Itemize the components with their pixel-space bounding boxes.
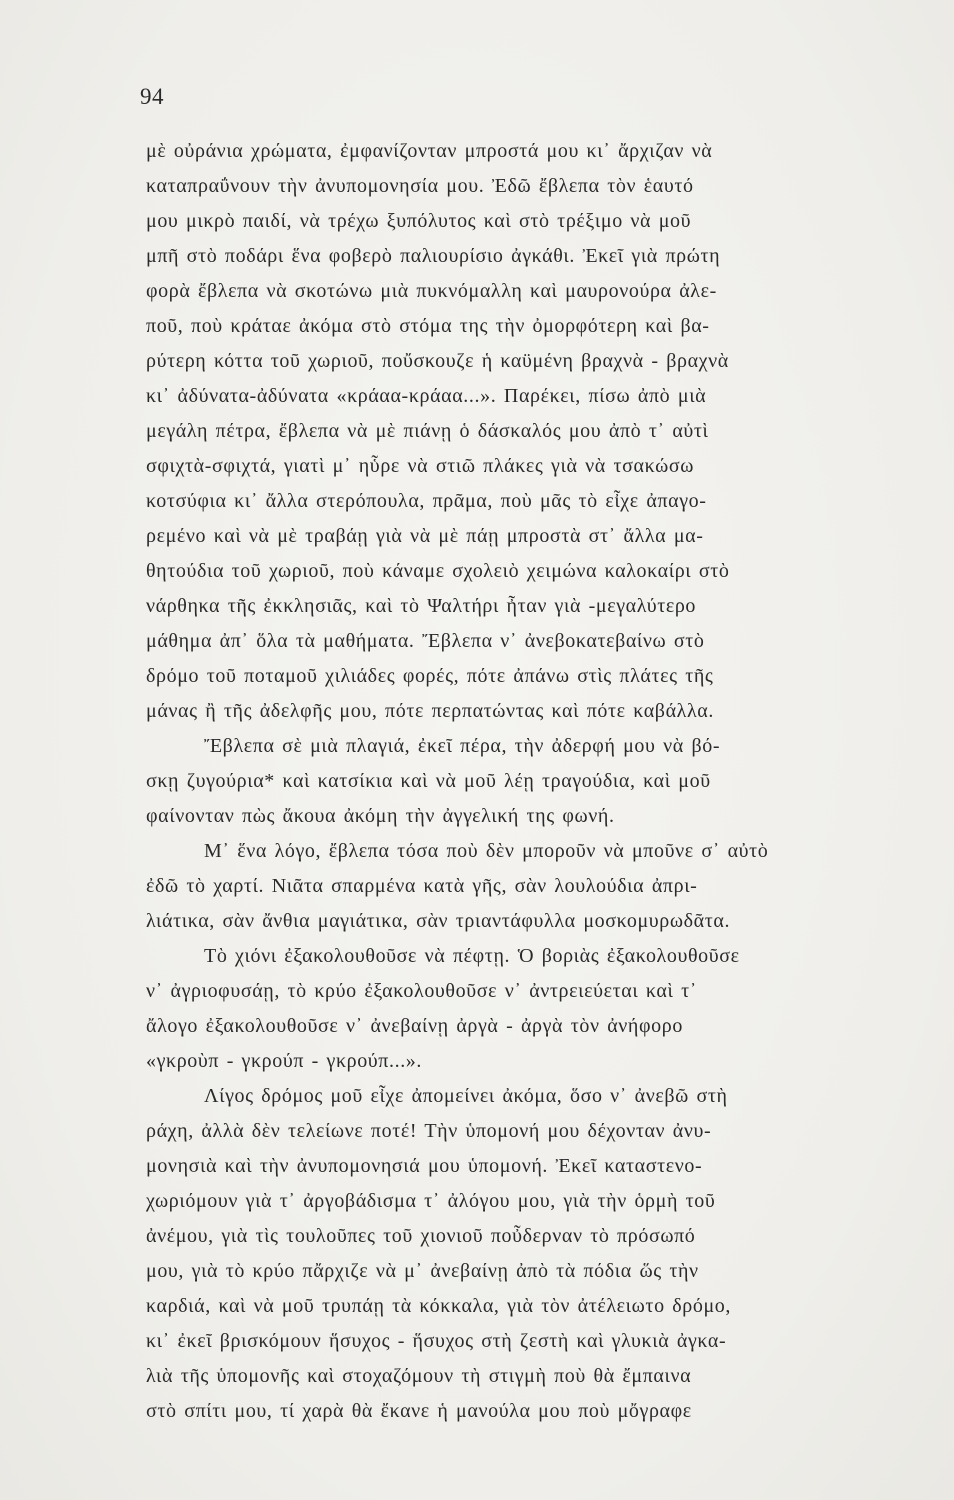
text-line: λιάτικα, σὰν ἄνθια μαγιάτικα, σὰν τριαντάφυλλα μοσκομυρωδᾶτα. bbox=[146, 910, 731, 932]
text-line: μονησιὰ καὶ τὴν ἀνυπομονησιά μου ὑπομονή. Ἐκεῖ καταστενο- bbox=[146, 1155, 703, 1177]
text-line: ν᾿ ἀγριοφυσάῃ, τὸ κρύο ἐξακολουθοῦσε ν᾿ ἀντρειεύεται καὶ τ᾿ bbox=[146, 980, 697, 1002]
text-line: θητούδια τοῦ χωριοῦ, ποὺ κάναμε σχολειὸ χειμώνα καλοκαίρι στὸ bbox=[146, 560, 730, 582]
text-line: μεγάλη πέτρα, ἔβλεπα νὰ μὲ πιάνῃ ὁ δάσκαλός μου ἀπὸ τ᾿ αὐτὶ bbox=[146, 420, 709, 442]
text-line: μπῆ στὸ ποδάρι ἕνα φοβερὸ παλιουρίσιο ἀγκάθι. Ἐκεῖ γιὰ πρώτη bbox=[146, 245, 721, 267]
text-line: στὸ σπίτι μου, τί χαρὰ θὰ ἔκανε ἡ μανούλα μου ποὺ μὄγραφε bbox=[146, 1400, 692, 1422]
text-line: κοτσύφια κι᾿ ἄλλα στερόπουλα, πρᾶμα, ποὺ μᾶς τὸ εἶχε ἀπαγο- bbox=[146, 490, 707, 512]
text-line: μάθημα ἀπ᾿ ὅλα τὰ μαθήματα. Ἔβλεπα ν᾿ ἀνεβοκατεβαίνω στὸ bbox=[146, 630, 705, 652]
text-line: ρεμένο καὶ νὰ μὲ τραβάῃ γιὰ νὰ μὲ πάῃ μπροστὰ στ᾿ ἄλλα μα- bbox=[146, 525, 704, 547]
text-line: καρδιά, καὶ νὰ μοῦ τρυπάῃ τὰ κόκκαλα, γιὰ τὸν ἀτέλειωτο δρόμο, bbox=[146, 1295, 731, 1317]
text-line: ἄλογο ἐξακολουθοῦσε ν᾿ ἀνεβαίνῃ ἀργὰ - ἀργὰ τὸν ἀνήφορο bbox=[146, 1015, 683, 1037]
text-line: μὲ οὐράνια χρώματα, ἐμφανίζονταν μπροστά μου κι᾿ ἄρχιζαν νὰ bbox=[146, 140, 713, 162]
text-line: κι᾿ ἀδύνατα-ἀδύνατα «κράαα-κράαα...». Παρέκει, πίσω ἀπὸ μιὰ bbox=[146, 385, 707, 407]
text-line: μου, γιὰ τὸ κρύο πἄρχιζε νὰ μ᾿ ἀνεβαίνῃ ἀπὸ τὰ πόδια ὥς τὴν bbox=[146, 1260, 699, 1282]
text-line: ἀνέμου, γιὰ τὶς τουλοῦπες τοῦ χιονιοῦ ποὖδερναν τὸ πρόσωπό bbox=[146, 1225, 696, 1247]
text-line: ράχη, ἀλλὰ δὲν τελείωνε ποτέ! Τὴν ὑπομονή μου δέχονταν ἀνυ- bbox=[146, 1120, 712, 1142]
text-line: καταπραΰνουν τὴν ἀνυπομονησία μου. Ἐδῶ ἔβλεπα τὸν ἑαυτό bbox=[146, 175, 694, 197]
text-line: μου μικρὸ παιδί, νὰ τρέχω ξυπόλυτος καὶ στὸ τρέξιμο νὰ μοῦ bbox=[146, 210, 692, 232]
text-line: κι᾿ ἐκεῖ βρισκόμουν ἥσυχος - ἥσυχος στὴ ζεστὴ καὶ γλυκιὰ ἀγκα- bbox=[146, 1330, 727, 1352]
paragraph-start-line: Λίγος δρόμος μοῦ εἶχε ἀπομείνει ἀκόμα, ὅσο ν᾿ ἀνεβῶ στὴ bbox=[204, 1085, 728, 1107]
text-line: σφιχτὰ-σφιχτά, γιατὶ μ᾿ ηὗρε νὰ στιῶ πλάκες γιὰ νὰ τσακώσω bbox=[146, 455, 694, 477]
text-line: δρόμο τοῦ ποταμοῦ χιλιάδες φορές, πότε ἀπάνω στὶς πλάτες τῆς bbox=[146, 665, 714, 687]
text-line: νάρθηκα τῆς ἐκκλησιᾶς, καὶ τὸ Ψαλτήρι ἦταν γιὰ -μεγαλύτερο bbox=[146, 595, 697, 617]
paragraph-start-line: Τὸ χιόνι ἐξακολουθοῦσε νὰ πέφτῃ. Ὁ βοριὰς ἐξακολουθοῦσε bbox=[204, 945, 740, 967]
text-line: «γκροὺπ - γκρούπ - γκρούπ...». bbox=[146, 1050, 423, 1072]
text-line: ρύτερη κόττα τοῦ χωριοῦ, ποὔσκουζε ἡ καϋμένη βραχνὰ - βραχνὰ bbox=[146, 350, 729, 372]
text-line: χωριόμουν γιὰ τ᾿ ἀργοβάδισμα τ᾿ ἀλόγου μου, γιὰ τὴν ὁρμὴ τοῦ bbox=[146, 1190, 716, 1212]
page-number: 94 bbox=[140, 84, 164, 109]
text-line: ποῦ, ποὺ κράταε ἀκόμα στὸ στόμα της τὴν ὀμορφότερη καὶ βα- bbox=[146, 315, 710, 337]
text-line: φαίνονταν πὼς ἄκουα ἀκόμη τὴν ἀγγελική της φωνή. bbox=[146, 805, 615, 827]
paragraph-start-line: Ἔβλεπα σὲ μιὰ πλαγιά, ἐκεῖ πέρα, τὴν ἀδερφή μου νὰ βό- bbox=[204, 735, 721, 757]
text-line: μάνας ἢ τῆς ἀδελφῆς μου, πότε περπατώντας καὶ πότε καβάλλα. bbox=[146, 700, 714, 722]
text-line: ἐδῶ τὸ χαρτί. Νιᾶτα σπαρμένα κατὰ γῆς, σὰν λουλούδια ἀπρι- bbox=[146, 875, 698, 897]
paragraph-start-line: Μ᾿ ἕνα λόγο, ἔβλεπα τόσα ποὺ δὲν μποροῦν νὰ μποῦνε σ᾿ αὐτὸ bbox=[204, 840, 769, 862]
body-text bbox=[146, 134, 926, 1429]
text-line: λιὰ τῆς ὑπομονῆς καὶ στοχαζόμουν τὴ στιγμὴ ποὺ θὰ ἔμπαινα bbox=[146, 1365, 692, 1387]
text-line: σκῃ ζυγούρια* καὶ κατσίκια καὶ νὰ μοῦ λέῃ τραγούδια, καὶ μοῦ bbox=[146, 770, 711, 792]
text-line: φορὰ ἔβλεπα νὰ σκοτώνω μιὰ πυκνόμαλλη καὶ μαυρονούρα ἀλε- bbox=[146, 280, 717, 302]
